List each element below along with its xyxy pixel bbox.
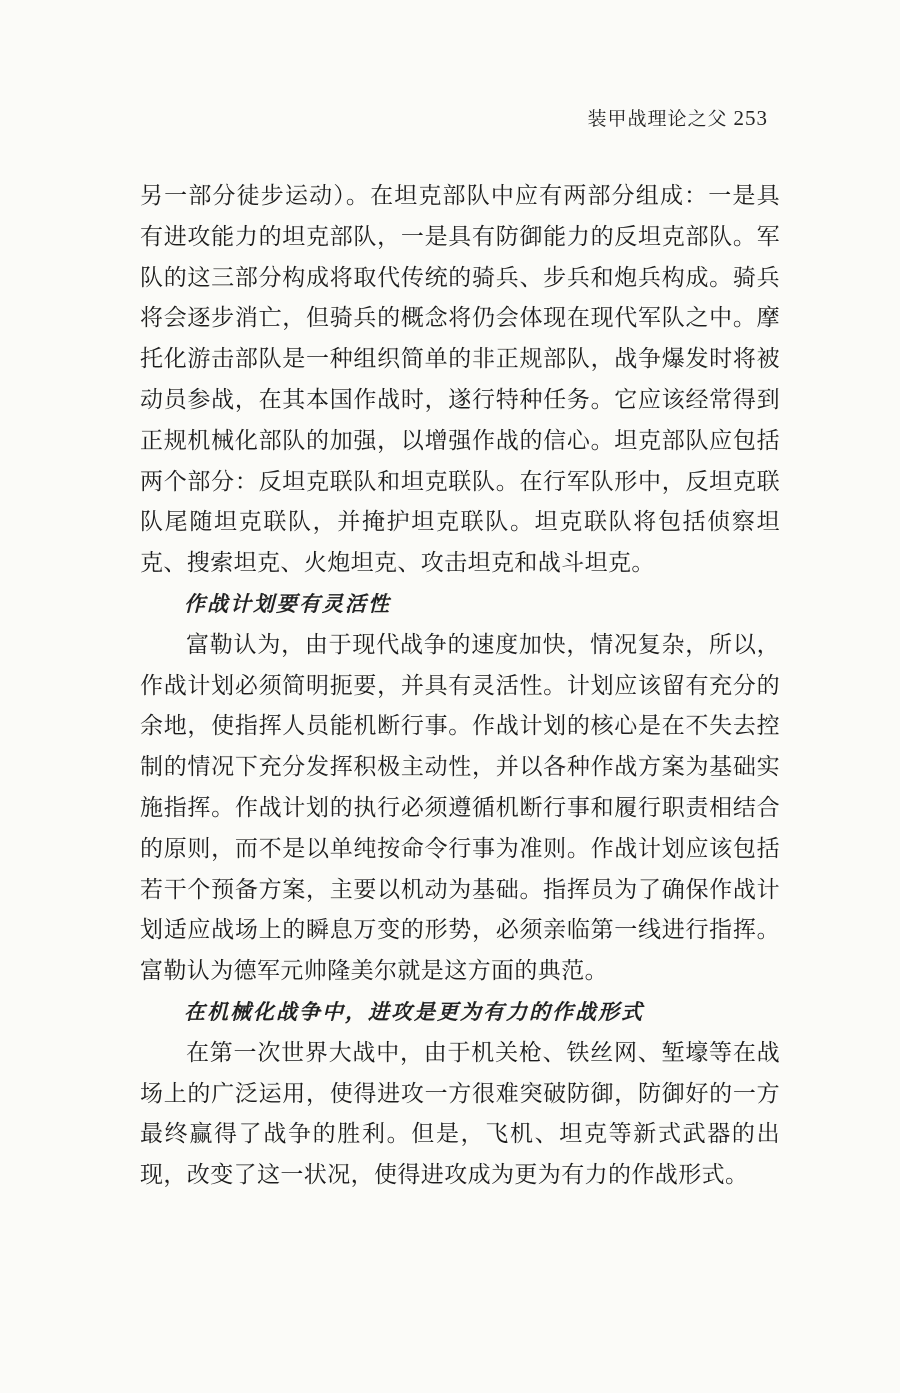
page-number: 253 bbox=[733, 106, 768, 130]
section-heading-offensive: 在机械化战争中，进攻是更为有力的作战形式 bbox=[184, 998, 644, 1024]
paragraph-offensive-warfare: 在第一次世界大战中，由于机关枪、铁丝网、堑壕等在战场上的广泛运用，使得进攻一方很难突破防御，防御好的一方最终赢得了战争的胜利。但是，飞机、坦克等新式武器的出现，改变了这一状况，使得进攻成为更为有力的作战形式。 bbox=[140, 1039, 780, 1189]
paragraph-operational-planning: 富勒认为，由于现代战争的速度加快，情况复杂，所以，作战计划必须简明扼要，并具有灵活性。计划应该留有充分的余地，使指挥人员能机断行事。作战计划的核心是在不失去控制的情况下充分发挥积极主动性，并以各种作战方案为基础实施指挥。作战计划的执行必须遵循机断行事和履行职责相结合的原则，而不是以单纯按命令行事为准则。作战计划应该包括若干个预备方案，主要以机动为基础。指挥员为了确保作战计划适应战场上的瞬息万变的形势，必须亲临第一线进行指挥。富勒认为德军元帅隆美尔就是这方面的典范。 bbox=[140, 631, 780, 985]
page-body bbox=[140, 176, 780, 1196]
paragraph-forces-structure: 另一部分徒步运动）。在坦克部队中应有两部分组成：一是具有进攻能力的坦克部队，一是具有防御能力的反坦克部队。军队的这三部分构成将取代传统的骑兵、步兵和炮兵构成。骑兵将会逐步消亡，但骑兵的概念将仍会体现在现代军队之中。摩托化游击部队是一种组织简单的非正规部队，战争爆发时将被动员参战，在其本国作战时，遂行特种任务。它应该经常得到正规机械化部队的加强，以增强作战的信心。坦克部队应包括两个部分：反坦克联队和坦克联队。在行军队形中，反坦克联队尾随坦克联队，并掩护坦克联队。坦克联队将包括侦察坦克、搜索坦克、火炮坦克、攻击坦克和战斗坦克。 bbox=[140, 183, 780, 577]
running-header bbox=[587, 104, 768, 131]
section-heading-flexible-planning: 作战计划要有灵活性 bbox=[184, 590, 391, 616]
running-title: 装甲战理论之父 bbox=[587, 108, 728, 130]
